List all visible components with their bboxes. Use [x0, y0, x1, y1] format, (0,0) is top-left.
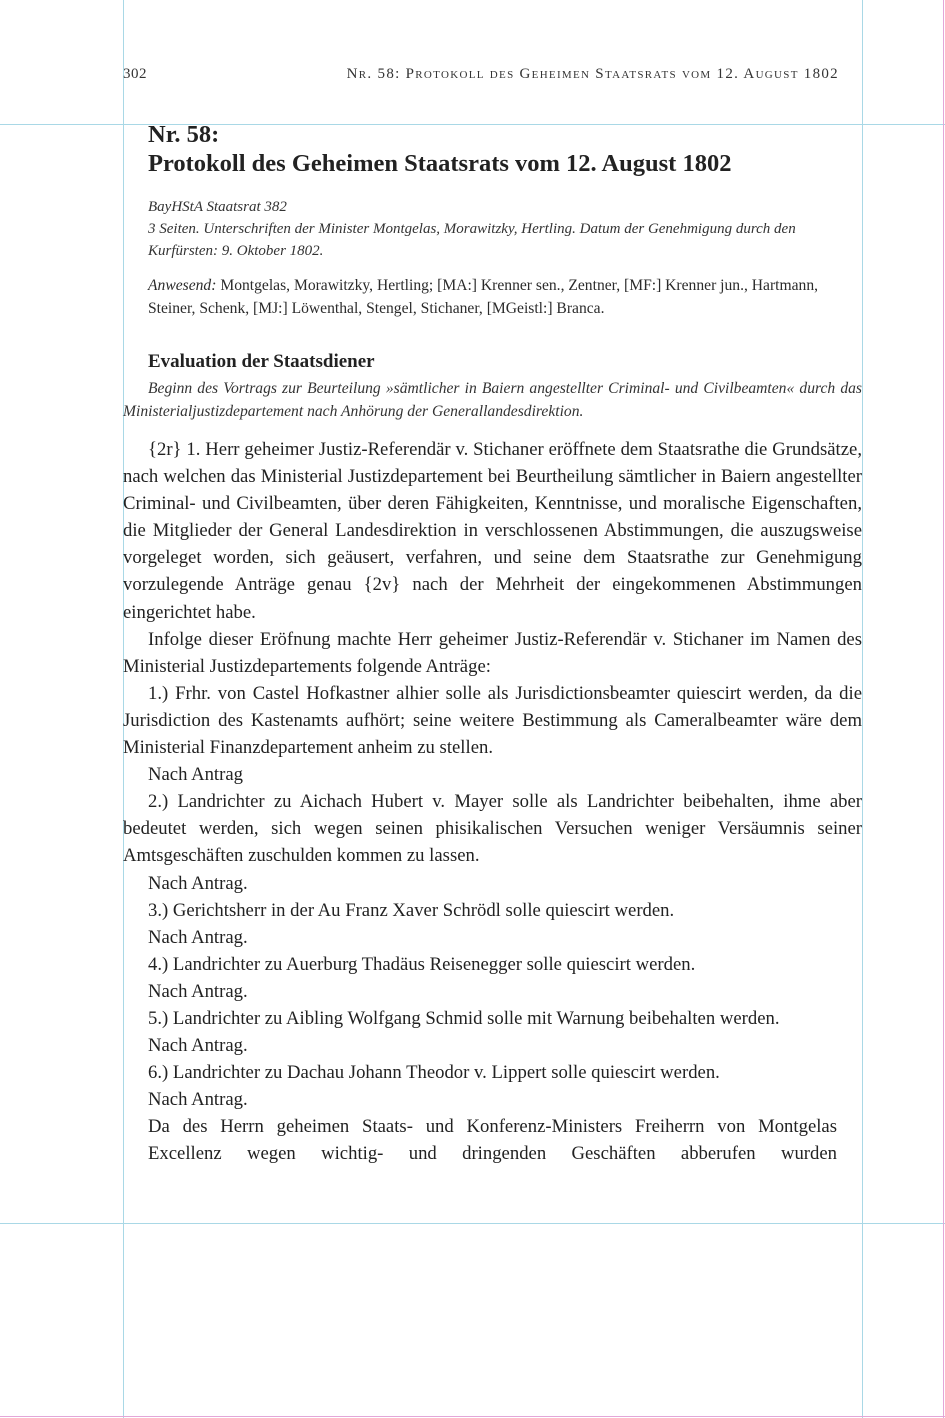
document-heading: [148, 120, 862, 178]
paragraph: 5.) Landrichter zu Aibling Wolfgang Schmid solle mit Warnung beibehalten werden.: [148, 1007, 780, 1029]
paragraph: Nach Antrag.: [148, 1089, 248, 1111]
text-block: [123, 120, 862, 1168]
paragraph: 3.) Gerichtsherr in der Au Franz Xaver Schrödl solle quiescirt werden.: [148, 899, 675, 921]
document-number: Nr. 58:: [148, 121, 220, 148]
paragraph: Infolge dieser Eröfnung machte Herr geheimer Justiz-Referendär v. Stichaner im Namen des Ministerial Justizdepartements folgende Anträge:: [123, 628, 862, 677]
attendees-label: Anwesend:: [148, 277, 217, 294]
document-description: 3 Seiten. Unterschriften der Minister Montgelas, Morawitzky, Hertling. Datum der Genehmigung durch den Kurfürsten: 9. Oktober 1802.: [148, 221, 796, 259]
protocol-body: [123, 436, 862, 1168]
paragraph: Da des Herrn geheimen Staats- und Konferenz-Ministers Freiherrn von Montgelas Excellenz wegen wichtig- und dringenden Geschäften abberufen wurden: [148, 1116, 837, 1165]
paragraph: 1.) Frhr. von Castel Hofkastner alhier solle als Jurisdictionsbeamter quiescirt werden, da die Jurisdiction des Kastenamts aufhört; seine weitere Bestimmung als Cameralbeamter wäre dem Ministerial Finanzdepartement anheim zu stellen.: [123, 682, 862, 759]
paragraph: Nach Antrag: [148, 764, 243, 786]
page-edge-right: [943, 0, 944, 1418]
paragraph: Nach Antrag.: [148, 926, 248, 948]
paragraph: 6.) Landrichter zu Dachau Johann Theodor v. Lippert solle quiescirt werden.: [148, 1062, 720, 1084]
paragraph: Nach Antrag.: [148, 872, 248, 894]
paragraph: Nach Antrag.: [148, 980, 248, 1002]
crop-guide-right: [862, 0, 863, 1418]
crop-guide-bottom: [0, 1223, 945, 1224]
running-title: Nr. 58: Protokoll des Geheimen Staatsrats vom 12. August 1802: [346, 66, 839, 82]
page-number: 302: [123, 66, 147, 82]
paragraph: 4.) Landrichter zu Auerburg Thadäus Reisenegger solle quiescirt werden.: [148, 953, 696, 975]
paragraph: Nach Antrag.: [148, 1035, 248, 1057]
attendees: [148, 274, 862, 320]
document-title: Protokoll des Geheimen Staatsrats vom 12. August 1802: [148, 150, 732, 177]
page-edge-bottom: [0, 1416, 945, 1417]
paragraph: {2r} 1. Herr geheimer Justiz-Referendär v. Stichaner eröffnete dem Staatsrathe die Grundsätze, nach welchen das Ministerial Justizdepartement bei Beurtheilung sämtlicher in Baiern angestellter Criminal- und Civilbeamten, über deren Fähigkeiten, Kenntnisse, und moralische Eigenschaften, die Mitglieder der General Landesdirektion in verschlossenen Abstimmungen, die auszugsweise vorgeleget worden, sich geäusert, verfahren, und seine dem Staatsrathe zur Genehmigung vorzulegende Anträge genau {2v} nach der Mehrheit der eingekommenen Abstimmungen eingerichtet habe.: [123, 439, 862, 623]
section-title: Evaluation der Staatsdiener: [148, 351, 375, 372]
section-intro: Beginn des Vortrags zur Beurteilung »sämtlicher in Baiern angestellter Criminal- und Civilbeamten« durch das Ministerialjustizdepartement nach Anhörung der Generallandesdirektion.: [123, 380, 862, 420]
paragraph: 2.) Landrichter zu Aichach Hubert v. Mayer solle als Landrichter beibehalten, ihme aber bedeutet werden, sich wegen seinen phisikalischen Versuchen weniger Versäumnis seiner Amtsgeschäften zuschulden kommen zu lassen.: [123, 791, 862, 867]
attendees-list: Montgelas, Morawitzky, Hertling; [MA:] Krenner sen., Zentner, [MF:] Krenner jun., Hartmann, Steiner, Schenk, [MJ:] Löwenthal, Stengel, Stichaner, [MGeistl:] Branca.: [148, 277, 819, 317]
archive-source: BayHStA Staatsrat 382: [148, 199, 287, 215]
